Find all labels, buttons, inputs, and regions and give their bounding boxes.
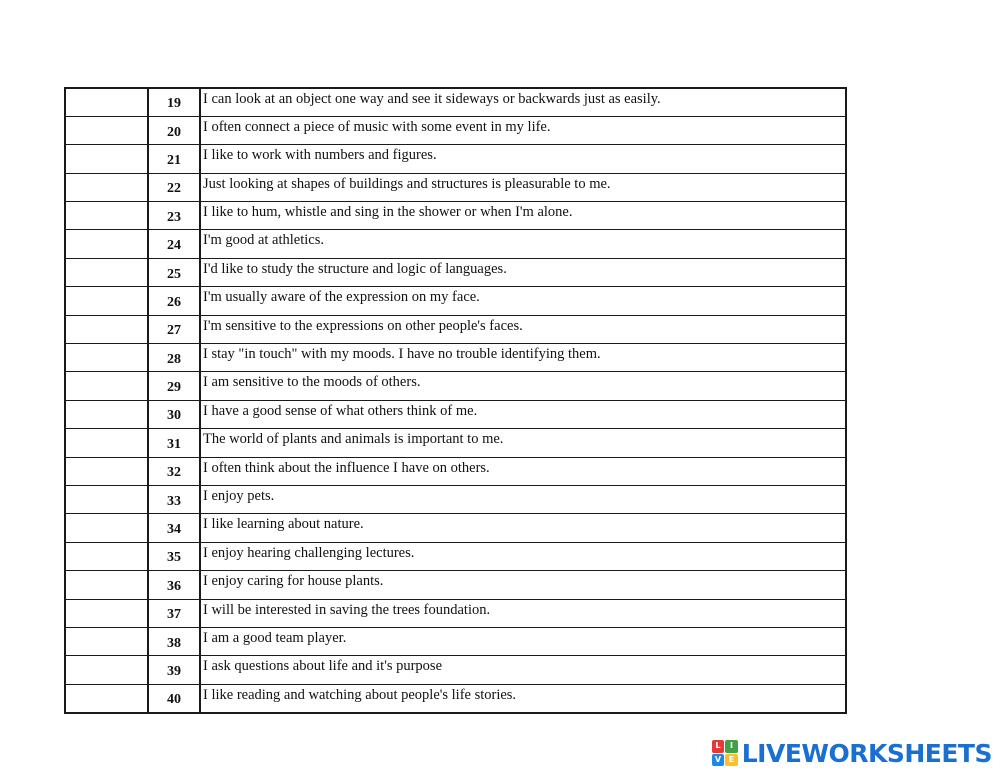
statement-text: I often connect a piece of music with some event in my life. (200, 116, 846, 144)
table-row (65, 514, 846, 542)
table-row (65, 88, 846, 116)
answer-cell[interactable] (65, 372, 148, 400)
statement-text: I can look at an object one way and see it sideways or backwards just as easily. (200, 88, 846, 116)
statement-text: I'm usually aware of the expression on my face. (200, 287, 846, 315)
statement-number: 33 (148, 485, 200, 513)
statement-number: 40 (148, 684, 200, 712)
statement-text: I'm sensitive to the expressions on other people's faces. (200, 315, 846, 343)
statement-number: 26 (148, 287, 200, 315)
statement-number: 34 (148, 514, 200, 542)
answer-cell[interactable] (65, 485, 148, 513)
answer-cell[interactable] (65, 145, 148, 173)
statement-number: 35 (148, 542, 200, 570)
answer-cell[interactable] (65, 315, 148, 343)
statement-number: 31 (148, 429, 200, 457)
table-row (65, 116, 846, 144)
table-row (65, 173, 846, 201)
statement-text: I'm good at athletics. (200, 230, 846, 258)
table-row (65, 485, 846, 513)
answer-cell[interactable] (65, 656, 148, 684)
statement-number: 21 (148, 145, 200, 173)
table-row (65, 372, 846, 400)
questionnaire-table (64, 87, 847, 714)
statement-text: I am a good team player. (200, 627, 846, 655)
statement-number: 25 (148, 258, 200, 286)
table-row (65, 684, 846, 712)
answer-cell[interactable] (65, 230, 148, 258)
answer-cell[interactable] (65, 542, 148, 570)
table-row (65, 145, 846, 173)
statement-number: 30 (148, 400, 200, 428)
statement-text: I ask questions about life and it's purpose (200, 656, 846, 684)
answer-cell[interactable] (65, 599, 148, 627)
table-row (65, 571, 846, 599)
statement-number: 27 (148, 315, 200, 343)
statement-text: I like to hum, whistle and sing in the shower or when I'm alone. (200, 202, 846, 230)
statement-number: 22 (148, 173, 200, 201)
questionnaire-rows (65, 88, 846, 713)
table-row (65, 656, 846, 684)
table-row (65, 542, 846, 570)
answer-cell[interactable] (65, 173, 148, 201)
answer-cell[interactable] (65, 116, 148, 144)
table-row (65, 287, 846, 315)
table-row (65, 315, 846, 343)
answer-cell[interactable] (65, 287, 148, 315)
statement-number: 28 (148, 344, 200, 372)
answer-cell[interactable] (65, 400, 148, 428)
statement-number: 39 (148, 656, 200, 684)
table-row (65, 400, 846, 428)
answer-cell[interactable] (65, 202, 148, 230)
statement-number: 38 (148, 627, 200, 655)
answer-cell[interactable] (65, 258, 148, 286)
table-row (65, 202, 846, 230)
liveworksheets-logo (712, 738, 992, 768)
answer-cell[interactable] (65, 457, 148, 485)
answer-cell[interactable] (65, 88, 148, 116)
table-row (65, 230, 846, 258)
answer-cell[interactable] (65, 571, 148, 599)
answer-cell[interactable] (65, 627, 148, 655)
statement-number: 29 (148, 372, 200, 400)
table-row (65, 344, 846, 372)
statement-text: I stay "in touch" with my moods. I have no trouble identifying them. (200, 344, 846, 372)
table-row (65, 627, 846, 655)
table-row (65, 599, 846, 627)
statement-text: I enjoy caring for house plants. (200, 571, 846, 599)
statement-text: I enjoy hearing challenging lectures. (200, 542, 846, 570)
statement-text: I will be interested in saving the trees foundation. (200, 599, 846, 627)
statement-number: 23 (148, 202, 200, 230)
liveworksheets-logo-icon: L I V E (712, 740, 738, 766)
statement-text: I like learning about nature. (200, 514, 846, 542)
statement-number: 37 (148, 599, 200, 627)
statement-number: 19 (148, 88, 200, 116)
statement-text: I have a good sense of what others think of me. (200, 400, 846, 428)
statement-text: I am sensitive to the moods of others. (200, 372, 846, 400)
table-row (65, 457, 846, 485)
answer-cell[interactable] (65, 429, 148, 457)
statement-text: I like reading and watching about people's life stories. (200, 684, 846, 712)
statement-text: I often think about the influence I have on others. (200, 457, 846, 485)
statement-text: I enjoy pets. (200, 485, 846, 513)
answer-cell[interactable] (65, 684, 148, 712)
statement-text: I like to work with numbers and figures. (200, 145, 846, 173)
statement-number: 24 (148, 230, 200, 258)
statement-text: I'd like to study the structure and logic of languages. (200, 258, 846, 286)
answer-cell[interactable] (65, 344, 148, 372)
table-row (65, 258, 846, 286)
statement-number: 32 (148, 457, 200, 485)
statement-number: 20 (148, 116, 200, 144)
table-row (65, 429, 846, 457)
statement-text: Just looking at shapes of buildings and structures is pleasurable to me. (200, 173, 846, 201)
statement-number: 36 (148, 571, 200, 599)
statement-text: The world of plants and animals is important to me. (200, 429, 846, 457)
answer-cell[interactable] (65, 514, 148, 542)
liveworksheets-logo-text: LIVEWORKSHEETS (741, 738, 992, 768)
